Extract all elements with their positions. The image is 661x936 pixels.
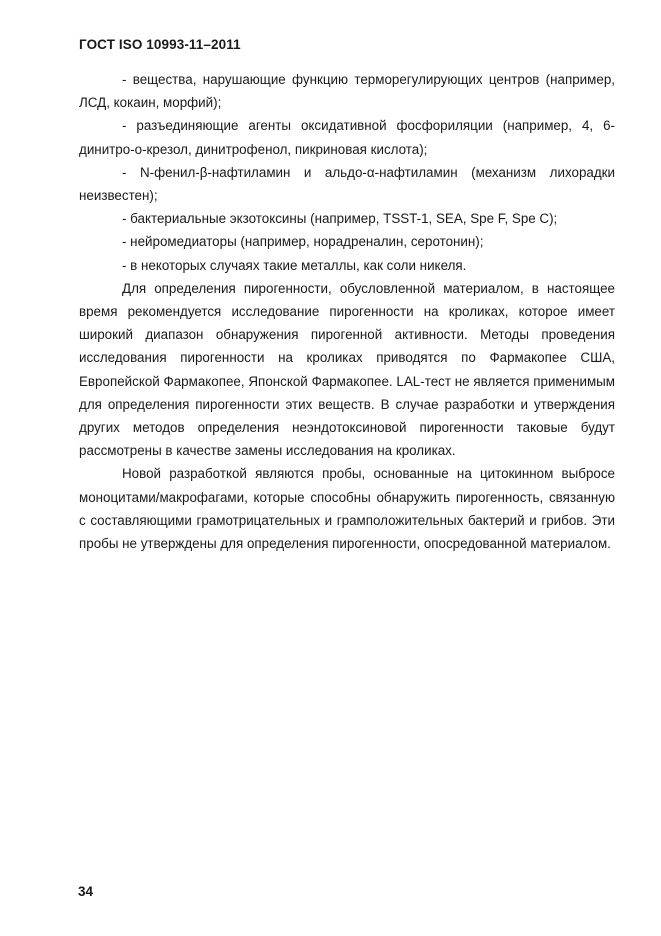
page-number: 34 (78, 884, 94, 899)
list-item-metals: - в некоторых случаях такие металлы, как соли никеля. (122, 257, 467, 273)
list-item-neuromediators: - нейромедиаторы (например, норадреналин, серотонин); (122, 234, 484, 250)
paragraph-rabbit-test: Для определения пирогенности, обусловленной материалом, в настоящее время рекомендуется исследование пирогенности на кроликах, которое имеет широкий диапазон обнаружения пирогенной активности. Методы проведения исследования пирогенности на кроликах приводятся по Фармакопее США, Европейской Фармакопее, Японской Фармакопее. LAL-тест не является применимым для определения пирогенности этих веществ. В случае разработки и утверждения других методов определения неэндотоксиновой пирогенности таковые будут рассмотрены в качестве замены исследования на кроликах. (79, 280, 615, 459)
list-item-naphthylamine: - N-фенил-β-нафтиламин и альдо-α-нафтиламин (механизм лихорадки неизвестен); (79, 164, 615, 204)
paragraph-cytokine-assays: Новой разработкой являются пробы, основанные на цитокинном выбросе моноцитами/макрофагами, которые способны обнаружить пирогенность, связанную с составляющими грамотрицательных и грамположительных бактерий и грибов. Эти пробы не утверждены для определения пирогенности, опосредованной материалом. (79, 466, 615, 552)
list-item-thermoregulation: - вещества, нарушающие функцию терморегулирующих центров (например, ЛСД, кокаин, морфий); (79, 72, 615, 111)
list-item-uncoupling-agents: - разъединяющие агенты оксидативной фосфориляции (например, 4, 6-динитро-о-крезол, динитрофенол, пикриновая кислота); (79, 118, 615, 157)
document-header: ГОСТ ISO 10993-11–2011 (79, 37, 241, 52)
list-item-exotoxins: - бактериальные экзотоксины (например, TSST-1, SEA, Spe F, Spe C); (122, 211, 558, 227)
document-body (79, 68, 615, 555)
